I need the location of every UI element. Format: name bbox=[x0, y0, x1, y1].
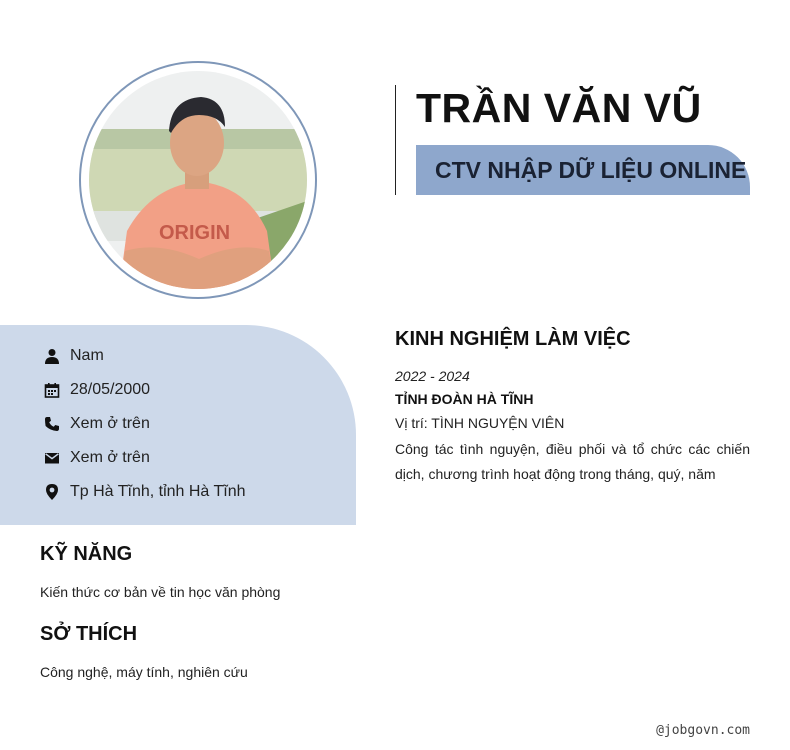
experience-organization: TỈNH ĐOÀN HÀ TĨNH bbox=[395, 391, 534, 407]
avatar bbox=[89, 71, 307, 289]
contact-phone bbox=[42, 412, 150, 436]
phone-text: Xem ở trên bbox=[70, 415, 150, 432]
experience-heading: KINH NGHIỆM LÀM VIỆC bbox=[395, 328, 631, 350]
mail-icon bbox=[42, 448, 62, 468]
experience-period: 2022 - 2024 bbox=[395, 368, 470, 384]
full-name: TRẦN VĂN VŨ bbox=[416, 85, 702, 131]
skills-heading: KỸ NĂNG bbox=[40, 543, 133, 565]
gender-text: Nam bbox=[70, 347, 104, 364]
experience-role: Vị trí: TÌNH NGUYỆN VIÊN bbox=[395, 415, 565, 431]
name-divider bbox=[395, 85, 396, 195]
phone-icon bbox=[42, 414, 62, 434]
email-text: Xem ở trên bbox=[70, 449, 150, 466]
address-text: Tp Hà Tĩnh, tỉnh Hà Tĩnh bbox=[70, 483, 246, 500]
person-icon bbox=[42, 346, 62, 366]
job-title-banner: CTV NHẬP DỮ LIỆU ONLINE bbox=[416, 145, 750, 195]
birthdate-text: 28/05/2000 bbox=[70, 381, 151, 398]
calendar-icon bbox=[42, 380, 62, 400]
contact-gender bbox=[42, 344, 104, 368]
location-pin-icon bbox=[42, 482, 62, 502]
hobbies-heading: SỞ THÍCH bbox=[40, 623, 138, 645]
avatar-frame bbox=[79, 61, 317, 299]
hobbies-text: Công nghệ, máy tính, nghiên cứu bbox=[40, 664, 248, 680]
svg-text:ORIGIN: ORIGIN bbox=[159, 222, 231, 244]
contact-address bbox=[42, 480, 246, 504]
skills-text: Kiến thức cơ bản về tin học văn phòng bbox=[40, 584, 281, 600]
contact-email bbox=[42, 446, 150, 470]
watermark: @jobgovn.com bbox=[656, 723, 750, 738]
contact-birthdate bbox=[42, 378, 150, 402]
profile-photo bbox=[89, 71, 307, 289]
experience-description: Công tác tình nguyện, điều phối và tổ chức các chiến dịch, chương trình hoạt động trong tháng, quý, năm bbox=[395, 441, 750, 482]
